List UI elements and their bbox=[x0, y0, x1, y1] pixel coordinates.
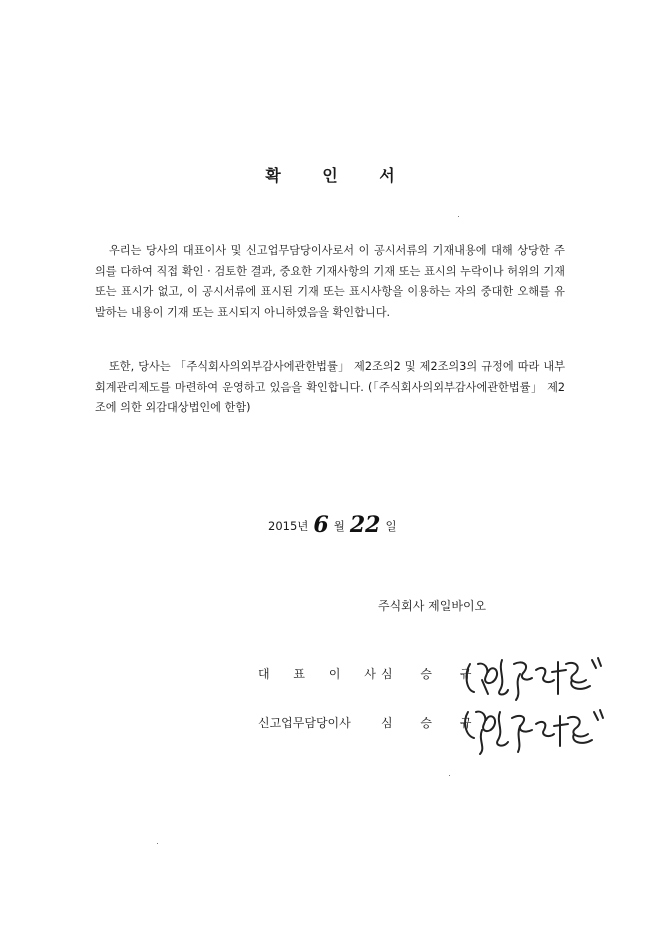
paragraph-internal-control: 또한, 당사는 「주식회사의외부감사에관한법률」 제2조의2 및 제2조의3의 규정에 따라 내부회계관리제도를 마련하여 운영하고 있음을 확인합니다. (「주식회사의외부감사에관한법률」 제2조에 의한 외감대상법인에 한함) bbox=[95, 360, 565, 414]
scan-speck bbox=[458, 216, 459, 217]
scan-speck bbox=[449, 775, 450, 776]
signatory-role: 신고업무담당이사 bbox=[258, 716, 351, 730]
document-title: 확 인 서 bbox=[265, 166, 413, 185]
signature-ceo bbox=[462, 650, 622, 706]
date-day-label: 일 bbox=[385, 519, 397, 533]
date-month-handwritten: 6 bbox=[313, 512, 329, 538]
signatory-name: 심 승 규 bbox=[381, 716, 484, 730]
document-date bbox=[268, 512, 397, 538]
signatory-name: 심 승 규 bbox=[381, 667, 484, 681]
signature-filing-director bbox=[462, 700, 622, 756]
company-name: 주식회사 제일바이오 bbox=[378, 599, 487, 613]
date-month-label: 월 bbox=[333, 519, 345, 533]
scan-speck bbox=[157, 843, 158, 844]
signatory-role: 대 표 이 사 bbox=[258, 667, 386, 681]
date-day-handwritten: 22 bbox=[349, 512, 381, 538]
paragraph-confirmation: 우리는 당사의 대표이사 및 신고업무담당이사로서 이 공시서류의 기재내용에 대해 상당한 주의를 다하여 직접 확인 · 검토한 결과, 중요한 기재사항의 기재 또는 표시의 누락이나 허위의 기재 또는 표시가 없고, 이 공시서류에 표시된 기재 또는 표시사항을 이용하는 자의 중대한 오해를 유발하는 내용이 기재 또는 표시되지 아니하였음을 확인합니다. bbox=[95, 244, 565, 319]
date-year: 2015년 bbox=[268, 519, 309, 533]
